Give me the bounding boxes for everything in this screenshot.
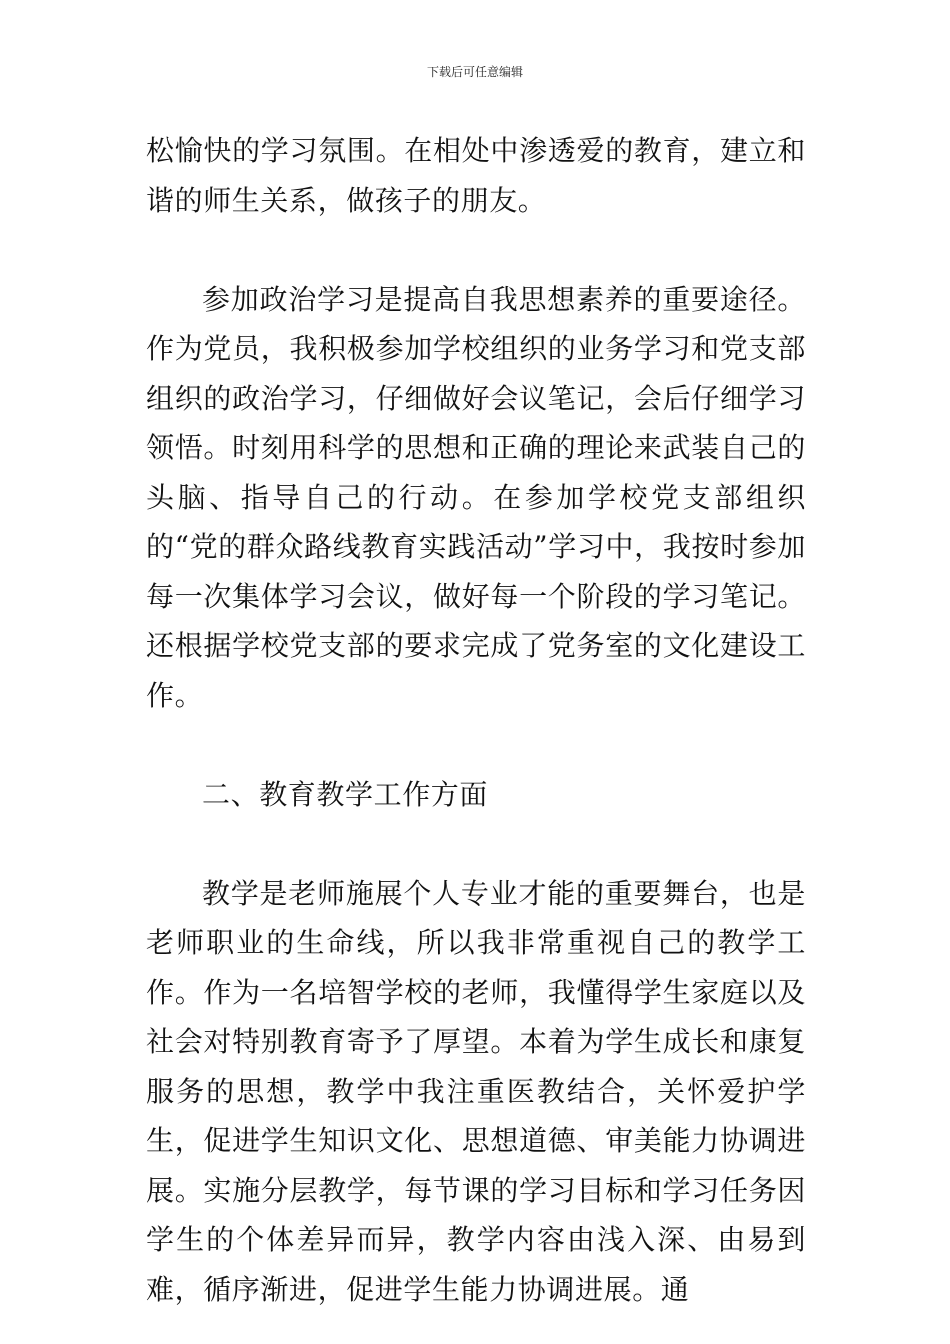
paragraph-teaching-work: 教学是老师施展个人专业才能的重要舞台，也是老师职业的生命线，所以我非常重视自己的教学工作。作为一名培智学校的老师，我懂得学生家庭以及社会对特别教育寄予了厚望。本着为学生成长和康复服务的思想，教学中我注重医教结合，关怀爱护学生，促进学生知识文化、思想道德、审美能力协调进展。实施分层教学，每节课的学习目标和学习任务因学生的个体差异而异，教学内容由浅入深、由易到难，循序渐进，促进学生能力协调进展。通 <box>146 876 806 1306</box>
paragraph-gap <box>146 225 806 275</box>
page-header-note: 下载后可任意编辑 <box>426 65 523 79</box>
paragraph-gap <box>146 819 806 869</box>
document-body <box>146 126 806 1314</box>
paragraph-continued: 松愉快的学习氛围。在相处中渗透爱的教育，建立和谐的师生关系，做孩子的朋友。 <box>146 134 806 217</box>
section-heading: 二、教育教学工作方面 <box>202 777 489 811</box>
paragraph-political-study: 参加政治学习是提高自我思想素养的重要途径。作为党员，我积极参加学校组织的业务学习和党支部组织的政治学习，仔细做好会议笔记，会后仔细学习领悟。时刻用科学的思想和正确的理论来武装自己的头脑、指导自己的行动。在参加学校党支部组织的“党的群众路线教育实践活动”学习中，我按时参加每一次集体学习会议，做好每一个阶段的学习笔记。还根据学校党支部的要求完成了党务室的文化建设工作。 <box>146 282 806 712</box>
paragraph-gap <box>146 720 806 770</box>
